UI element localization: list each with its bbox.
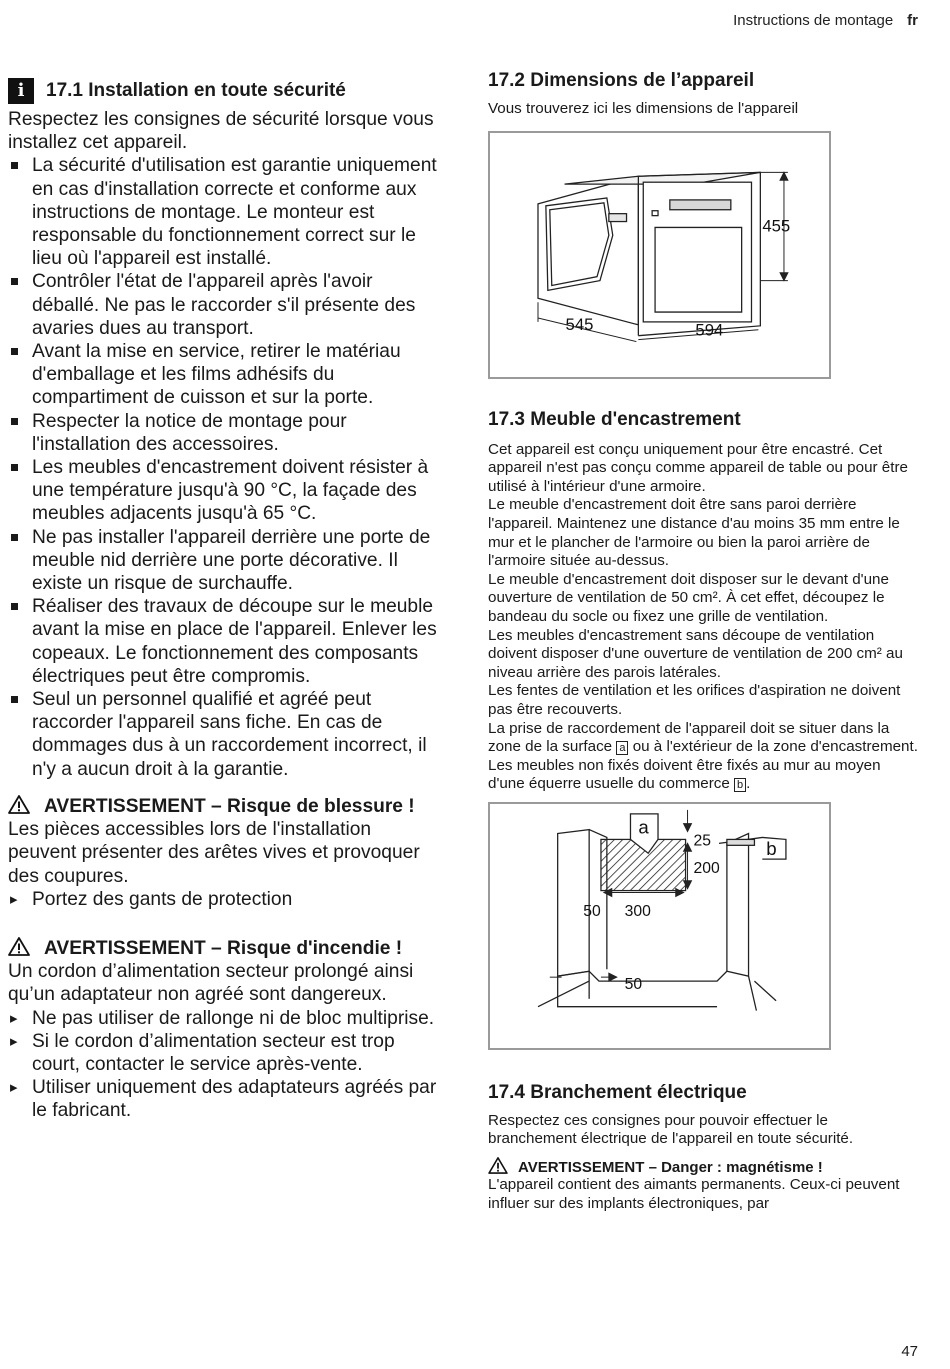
section-17-3-body	[488, 441, 918, 794]
dim-50-bottom-label: 50	[624, 975, 643, 993]
header-title: Instructions de montage	[733, 12, 894, 29]
warning-triangle-icon	[8, 795, 30, 814]
page-header	[733, 12, 918, 29]
warning-magnetism-title: AVERTISSEMENT – Danger : magnétisme !	[518, 1159, 823, 1177]
list-item: Les meubles d'encastrement doivent résister à une température jusqu'à 90 °C, la façade des meubles adjacents jusqu'à 65 °C.	[8, 456, 443, 526]
paragraph: Les meubles d'encastrement sans découpe de ventilation doivent disposer d'une ouverture de ventilation de 200 cm² au niveau arrière des parois latérales.	[488, 626, 903, 681]
section-17-4-text: Respectez ces consignes pour pouvoir effectuer le branchement électrique de l'appareil en toute sécurité.	[488, 1111, 854, 1148]
warning-fire-text: Un cordon d’alimentation secteur prolongé ainsi qu’un adaptateur non agréé sont dangereux.	[8, 961, 414, 1006]
warning-injury-heading	[8, 795, 443, 818]
section-17-1-heading	[8, 78, 443, 104]
header-lang: fr	[907, 12, 918, 29]
dim-200-label: 200	[693, 859, 720, 877]
warning-triangle-icon	[8, 937, 30, 956]
paragraph: Le meuble d'encastrement doit être sans paroi derrière l'appareil. Maintenez une distance d'au moins 35 mm entre le mur et le plancher de l'armoire ou bien la paroi arrière de l'armoire située au-dessus.	[488, 496, 900, 570]
text: .	[746, 775, 751, 793]
warning-injury-actions	[8, 888, 443, 911]
dim-width-label: 594	[695, 320, 724, 340]
dim-300-label: 300	[624, 903, 651, 921]
list-item: La sécurité d'utilisation est garantie uniquement en cas d'installation correcte et conforme aux instructions de montage. Le monteur est responsable du fonctionnement correct sur le lieu où l'appareil est installé.	[8, 154, 443, 270]
left-column	[8, 78, 443, 1123]
cabinet-drawing	[538, 814, 786, 1011]
fig-label-b: b	[766, 838, 777, 860]
warning-injury-title: AVERTISSEMENT – Risque de blessure !	[44, 795, 415, 817]
paragraph: Cet appareil est conçu uniquement pour être encastré. Cet appareil n'est pas conçu comme appareil de table ou pour être utilisé à l'intérieur d'une armoire.	[488, 440, 908, 495]
warning-magnetism-heading	[488, 1157, 918, 1176]
list-item: ▸ Si le cordon d’alimentation secteur est trop court, contacter le service après-vente.	[8, 1030, 443, 1076]
appliance-dimensions-figure	[488, 131, 831, 379]
list-item: Ne pas installer l'appareil derrière une porte de meuble nid derrière une porte décorative. Il existe un risque de surchauffe.	[8, 526, 443, 596]
oven-drawing	[538, 172, 760, 335]
label-b: b	[734, 778, 746, 792]
label-a: a	[616, 741, 628, 755]
section-17-1-title: 17.1 Installation en toute sécurité	[46, 80, 346, 102]
section-17-2-subtitle: Vous trouverez ici les dimensions de l'appareil	[488, 100, 799, 117]
list-item: Respecter la notice de montage pour l'installation des accessoires.	[8, 410, 443, 456]
warning-fire-actions	[8, 1007, 443, 1123]
warning-magnetism-text: L'appareil contient des aimants permanents. Ceux-ci peuvent influer sur des implants électroniques, par	[488, 1176, 900, 1212]
info-icon: i	[8, 78, 34, 104]
cabinet-figure	[488, 802, 831, 1050]
section-17-2-title: 17.2 Dimensions de l’appareil	[488, 70, 755, 91]
warning-triangle-icon	[488, 1157, 508, 1174]
list-item: Seul un personnel qualifié et agréé peut raccorder l'appareil sans fiche. En cas de dommages dus à un raccordement incorrect, il n'y a aucun droit à la garantie.	[8, 688, 443, 781]
dim-height-label: 455	[762, 215, 791, 235]
right-column	[488, 70, 918, 1213]
list-item: ▸ Utiliser uniquement des adaptateurs agréés par le fabricant.	[8, 1076, 443, 1122]
text: La prise de raccordement de l'appareil doit se situer dans la zone de la surface	[488, 719, 890, 756]
section-17-3-title: 17.3 Meuble d'encastrement	[488, 408, 741, 430]
dim-50-side-label: 50	[583, 903, 601, 921]
text: Les meubles non fixés doivent être fixés au mur au moyen d'une équerre usuelle du commerce	[488, 756, 881, 793]
warning-fire-heading	[8, 937, 443, 960]
paragraph: Les fentes de ventilation et les orifices d'aspiration ne doivent pas être recouverts.	[488, 682, 901, 718]
section-17-4-title: 17.4 Branchement électrique	[488, 1081, 747, 1103]
list-item: Avant la mise en service, retirer le matériau d'emballage et les films adhésifs du compartiment de cuisson et sur la porte.	[8, 340, 443, 410]
list-item: ▸ Ne pas utiliser de rallonge ni de bloc multiprise.	[8, 1007, 443, 1030]
section-17-1-intro: Respectez les consignes de sécurité lorsque vous installez cet appareil.	[8, 109, 434, 154]
paragraph: Le meuble d'encastrement doit disposer sur le devant d'une ouverture de ventilation de 50 cm². À cet effet, découpez le bandeau du socle ou fixez une grille de ventilation.	[488, 570, 889, 625]
warning-injury-text: Les pièces accessibles lors de l'installation peuvent présenter des arêtes vives et provoquer des coupures.	[8, 819, 420, 887]
safety-bullet-list	[8, 154, 443, 780]
warning-fire-title: AVERTISSEMENT – Risque d'incendie !	[44, 937, 403, 959]
list-item: ▸ Portez des gants de protection	[8, 888, 443, 911]
text: ou à l'extérieur de la zone d'encastrement.	[628, 738, 918, 756]
dim-depth-label: 545	[565, 314, 594, 334]
paragraph-socket	[488, 720, 918, 757]
fig-label-a: a	[638, 816, 649, 838]
list-item: Contrôler l'état de l'appareil après l'avoir déballé. Ne pas le raccorder s'il présente des avaries dues au transport.	[8, 270, 443, 340]
page-number: 47	[901, 1343, 918, 1360]
paragraph-fix	[488, 757, 918, 794]
list-item: Réaliser des travaux de découpe sur le meuble avant la mise en place de l'appareil. Enlever les copeaux. Le fonctionnement des composants électriques peut être compromis.	[8, 595, 443, 688]
dim-25-label: 25	[693, 832, 711, 850]
